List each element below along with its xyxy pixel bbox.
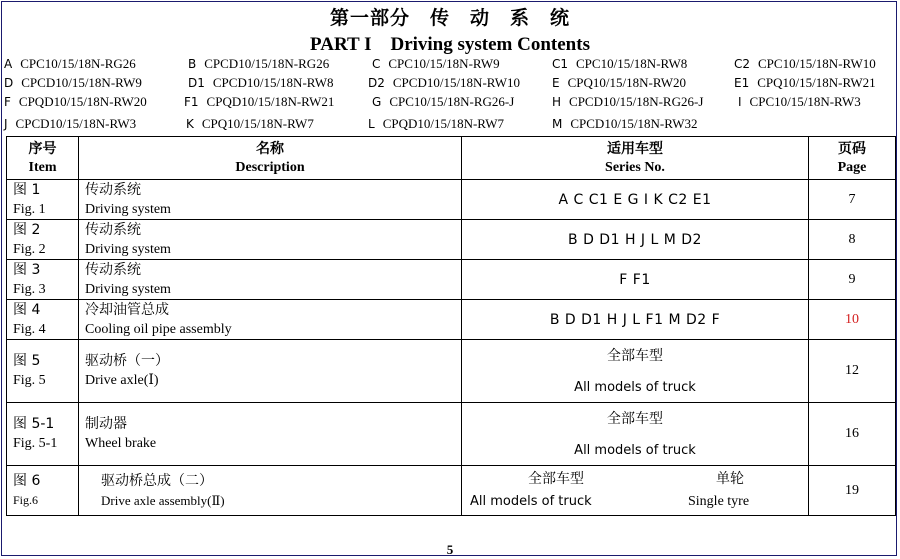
series-all-en: All models of truck xyxy=(574,443,696,458)
series-code: M xyxy=(552,117,563,131)
series-code: D xyxy=(4,76,14,90)
item-cn: 图 6 xyxy=(13,472,41,489)
series-all-en: All models of truck xyxy=(470,493,592,509)
description-cell xyxy=(79,466,462,516)
description-cell xyxy=(79,403,462,466)
table-row xyxy=(7,340,896,403)
series-legend-row-2 xyxy=(0,75,900,95)
series-model: CPC10/15/18N-RW8 xyxy=(576,56,688,71)
series-entry xyxy=(188,75,334,91)
series-model: CPCD10/15/18N-RG26-J xyxy=(569,94,704,109)
series-cell xyxy=(462,466,809,516)
description-cell xyxy=(79,180,462,220)
series-code: L xyxy=(368,117,375,131)
description-cn: 制动器 xyxy=(85,416,127,432)
series-entry xyxy=(4,75,142,91)
item-en: Fig. 3 xyxy=(13,281,46,297)
series-model: CPQD10/15/18N-RW7 xyxy=(382,116,505,131)
series-model: CPCD10/15/18N-RW9 xyxy=(21,75,142,90)
series-code: H xyxy=(552,95,562,109)
item-en: Fig.6 xyxy=(13,492,39,507)
item-cn: 图 5-1 xyxy=(13,416,55,432)
series-model: CPCD10/15/18N-RW8 xyxy=(212,75,334,90)
item-cell xyxy=(7,180,79,220)
description-cn: 驱动桥（一） xyxy=(85,353,169,369)
series-code: G xyxy=(372,95,382,109)
series-code: D1 xyxy=(188,76,205,90)
description-en: Wheel brake xyxy=(85,436,157,451)
table-row xyxy=(7,180,896,220)
series-entry xyxy=(372,56,500,72)
page-cell: 9 xyxy=(809,260,896,300)
series-entry xyxy=(4,94,147,110)
series-code: I xyxy=(738,95,742,109)
series-entry xyxy=(552,56,687,72)
series-cell: B D D1 H J L M D2 xyxy=(462,220,809,260)
series-model: CPQ10/15/18N-RW20 xyxy=(567,75,687,90)
description-en: Drive axle assembly(Ⅱ) xyxy=(101,492,225,508)
series-legend-row-4 xyxy=(0,116,900,136)
header-series-cn: 适用车型 xyxy=(607,141,663,157)
header-page-cn: 页码 xyxy=(838,141,866,157)
item-cell xyxy=(7,300,79,340)
series-cell: F F1 xyxy=(462,260,809,300)
series-model: CPCD10/15/18N-RW32 xyxy=(570,116,698,131)
page-cell: 19 xyxy=(809,466,896,516)
page-cell: 16 xyxy=(809,403,896,466)
header-item-cn: 序号 xyxy=(28,141,57,157)
item-en: Fig. 1 xyxy=(13,201,46,217)
description-cn: 冷却油管总成 xyxy=(85,301,169,318)
series-code: J xyxy=(4,117,8,131)
header-item xyxy=(7,137,79,180)
table-row xyxy=(7,300,896,340)
series-entry xyxy=(368,116,504,132)
series-model: CPQ10/15/18N-RW21 xyxy=(757,75,876,90)
item-cn: 图 5 xyxy=(13,353,41,369)
series-code: E1 xyxy=(734,76,750,90)
title-english: PART I Driving system Contents xyxy=(310,34,590,55)
series-cell: B D D1 H J L F1 M D2 F xyxy=(462,300,809,340)
description-cn: 传动系统 xyxy=(85,261,141,278)
page-cell-highlighted: 10 xyxy=(809,300,896,340)
page-cell: 7 xyxy=(809,180,896,220)
table-header-row xyxy=(7,137,896,180)
description-cell xyxy=(79,340,462,403)
item-cell xyxy=(7,340,79,403)
series-code: B xyxy=(188,57,197,71)
series-single-en: Single tyre xyxy=(688,493,750,509)
series-cell xyxy=(462,340,809,403)
series-entry xyxy=(552,75,686,91)
series-code: C2 xyxy=(734,57,751,71)
series-code: K xyxy=(186,117,194,131)
series-model: CPC10/15/18N-RG26 xyxy=(20,56,136,71)
series-code: D2 xyxy=(368,76,385,90)
series-model: CPQD10/15/18N-RW21 xyxy=(206,94,335,109)
series-all-cn: 全部车型 xyxy=(607,411,663,427)
title-chinese: 第一部分 传 动 系 统 xyxy=(329,7,570,29)
series-entry xyxy=(734,56,876,72)
series-code: C xyxy=(372,57,381,71)
series-model: CPC10/15/18N-RW9 xyxy=(388,56,500,71)
header-page-en: Page xyxy=(837,160,867,175)
header-description-en: Description xyxy=(235,160,305,175)
header-page xyxy=(809,137,896,180)
table-row xyxy=(7,403,896,466)
series-model: CPCD10/15/18N-RG26 xyxy=(204,56,330,71)
item-cell xyxy=(7,466,79,516)
series-model: CPCD10/15/18N-RW10 xyxy=(392,75,520,90)
description-cell xyxy=(79,300,462,340)
series-entry xyxy=(4,56,136,72)
series-code: A xyxy=(4,57,13,71)
item-en: Fig. 5 xyxy=(13,373,46,388)
description-en: Drive axle(Ⅰ) xyxy=(85,373,159,388)
series-code: F xyxy=(4,95,11,109)
series-model: CPC10/15/18N-RW10 xyxy=(758,56,876,71)
description-en: Driving system xyxy=(85,201,171,217)
series-all-en: All models of truck xyxy=(574,380,696,395)
contents-table xyxy=(6,136,896,516)
item-cn: 图 1 xyxy=(13,181,41,198)
series-entry xyxy=(4,116,136,132)
header-item-en: Item xyxy=(28,160,57,175)
series-model: CPQ10/15/18N-RW7 xyxy=(201,116,314,131)
description-en: Driving system xyxy=(85,241,171,257)
description-en: Cooling oil pipe assembly xyxy=(85,321,232,337)
item-en: Fig. 4 xyxy=(13,321,46,337)
table-row xyxy=(7,260,896,300)
series-all-cn: 全部车型 xyxy=(607,348,663,364)
item-cn: 图 3 xyxy=(13,261,41,278)
series-legend-row-3 xyxy=(0,94,900,114)
description-cell xyxy=(79,220,462,260)
series-entry xyxy=(734,75,876,91)
header-description-cn: 名称 xyxy=(256,141,284,157)
header-series xyxy=(462,137,809,180)
page-cell: 8 xyxy=(809,220,896,260)
description-cn: 驱动桥总成（二） xyxy=(101,472,213,489)
series-entry xyxy=(188,56,329,72)
description-cell xyxy=(79,260,462,300)
series-entry xyxy=(372,94,514,110)
description-en: Driving system xyxy=(85,281,171,297)
series-code: E xyxy=(552,76,560,90)
series-entry xyxy=(738,94,861,110)
item-cell xyxy=(7,403,79,466)
page-number: 5 xyxy=(446,542,454,557)
table-row xyxy=(7,466,896,516)
description-cn: 传动系统 xyxy=(85,221,141,238)
item-cn: 图 2 xyxy=(13,221,41,238)
series-entry xyxy=(186,116,314,132)
series-model: CPC10/15/18N-RG26-J xyxy=(389,94,515,109)
series-model: CPCD10/15/18N-RW3 xyxy=(15,116,137,131)
header-series-en: Series No. xyxy=(605,160,665,175)
series-entry xyxy=(552,116,697,132)
header-description xyxy=(79,137,462,180)
series-code: C1 xyxy=(552,57,569,71)
series-entry xyxy=(368,75,520,91)
item-cell xyxy=(7,260,79,300)
page-cell: 12 xyxy=(809,340,896,403)
item-en: Fig. 2 xyxy=(13,241,46,257)
series-single-cn: 单轮 xyxy=(716,470,744,487)
description-cn: 传动系统 xyxy=(85,181,141,198)
series-cell: A C C1 E G I K C2 E1 xyxy=(462,180,809,220)
item-cn: 图 4 xyxy=(13,301,41,318)
series-entry xyxy=(552,94,703,110)
table-row xyxy=(7,220,896,260)
series-code: F1 xyxy=(184,95,199,109)
series-cell xyxy=(462,403,809,466)
series-entry xyxy=(184,94,334,110)
series-legend-row-1 xyxy=(0,56,900,76)
item-cell xyxy=(7,220,79,260)
series-model: CPC10/15/18N-RW3 xyxy=(749,94,861,109)
item-en: Fig. 5-1 xyxy=(13,436,58,451)
series-all-cn: 全部车型 xyxy=(528,470,584,487)
series-model: CPQD10/15/18N-RW20 xyxy=(18,94,147,109)
